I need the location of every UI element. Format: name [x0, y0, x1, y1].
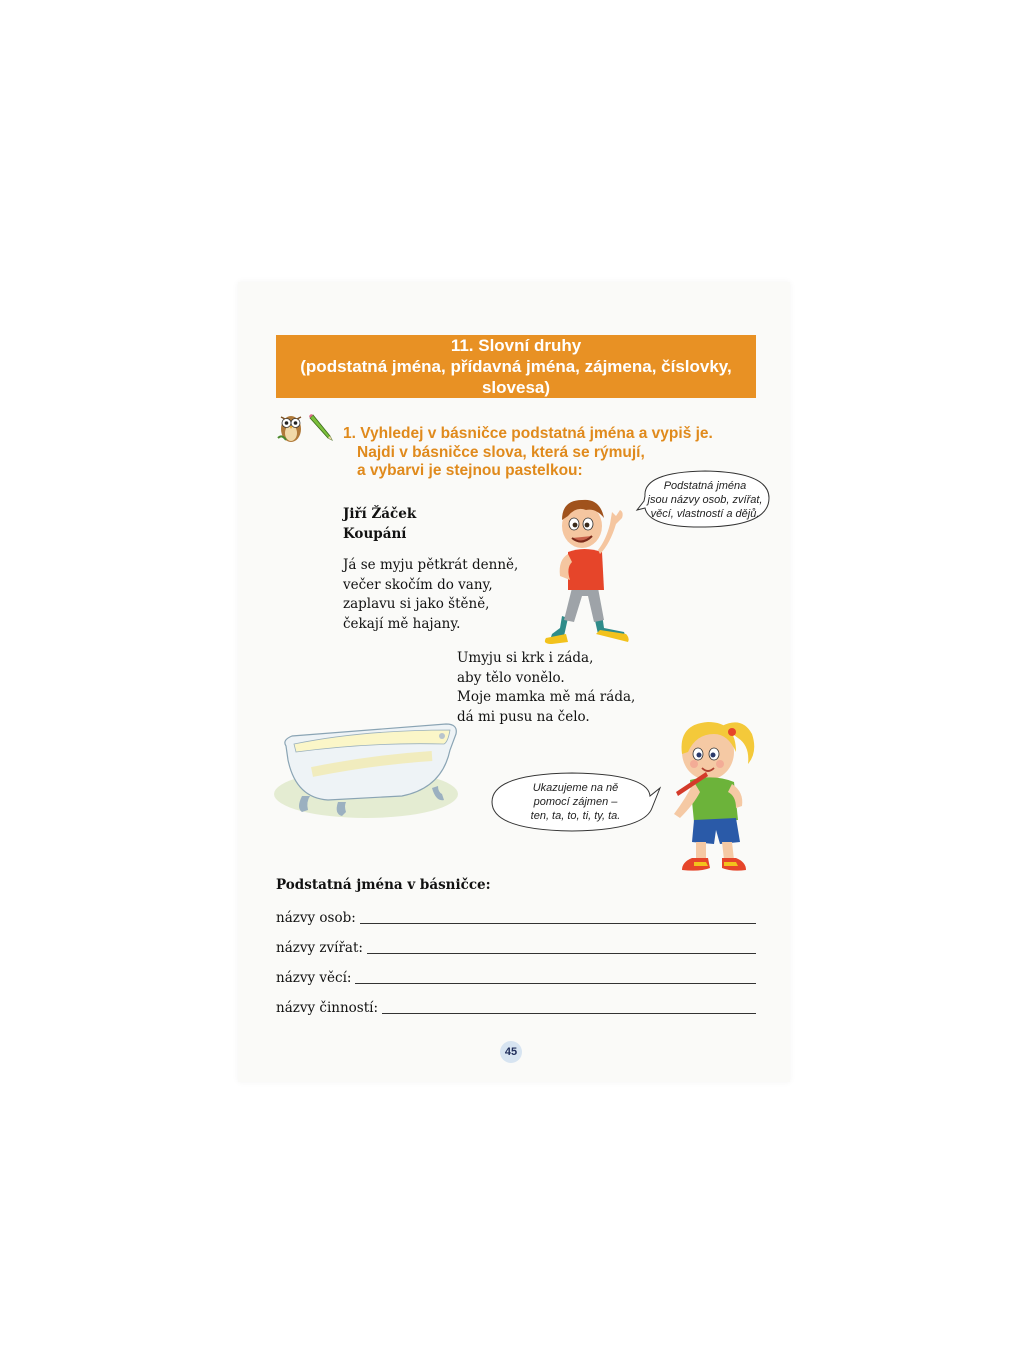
answer-row-persons[interactable]	[276, 906, 756, 926]
poem-line: dá mi pusu na čelo.	[457, 708, 590, 725]
bathtub-illustration	[272, 712, 468, 824]
poem-stanza-2	[457, 649, 635, 727]
chapter-subtitle: (podstatná jména, přídavná jména, zájmena, číslovky, slovesa)	[300, 357, 732, 397]
answer-line[interactable]	[367, 952, 756, 954]
poem-line: aby tělo vonělo.	[457, 669, 565, 686]
answer-label: názvy osob:	[276, 910, 356, 926]
poem-line: zaplavu si jako štěně,	[343, 596, 490, 612]
bubble-line: ten, ta, to, ti, ty, ta.	[530, 810, 621, 822]
task-line-1: 1. Vyhledej v básničce podstatná jména a vypiš je.	[343, 425, 713, 442]
boy-illustration	[538, 488, 638, 648]
pencil-icon	[309, 414, 332, 440]
bubble-line: pomocí zájmen –	[533, 796, 618, 808]
girl-illustration	[666, 712, 762, 884]
boy-speech-bubble	[635, 468, 775, 532]
answer-label: názvy zvířat:	[276, 940, 363, 956]
bubble-line: věcí, vlastností a dějů.	[650, 508, 760, 520]
answer-row-things[interactable]	[276, 966, 756, 986]
task-icons	[276, 410, 338, 444]
poem-line: Já se myju pětkrát denně,	[343, 557, 519, 573]
poem-line: čekají mě hajany.	[343, 615, 461, 632]
poem-line: večer skočím do vany,	[343, 576, 493, 593]
poem-line: Moje mamka mě má ráda,	[457, 689, 636, 705]
answer-row-activities[interactable]	[276, 996, 756, 1016]
owl-icon	[278, 416, 301, 442]
girl-speech-bubble	[488, 770, 663, 834]
poem-line: Umyju si krk i záda,	[457, 650, 594, 666]
answer-label: názvy činností:	[276, 1000, 379, 1016]
chapter-title: 11. Slovní druhy	[450, 336, 582, 355]
bubble-line: Podstatná jména	[663, 480, 747, 492]
poem-stanza-1	[343, 556, 518, 634]
bubble-line: Ukazujeme na ně	[532, 782, 619, 794]
answer-line[interactable]	[382, 1012, 756, 1014]
poem-title: Koupání	[343, 526, 407, 542]
task-line-3: a vybarvi je stejnou pastelkou:	[357, 462, 583, 479]
exercise-title: Podstatná jména v básničce:	[276, 877, 491, 893]
answer-line[interactable]	[355, 982, 756, 984]
page-number: 45	[500, 1041, 522, 1063]
bubble-line: jsou názvy osob, zvířat,	[647, 494, 763, 506]
answer-row-animals[interactable]	[276, 936, 756, 956]
task-line-2: Najdi v básničce slova, která se rýmují,	[357, 443, 645, 461]
answer-label: názvy věcí:	[276, 970, 352, 986]
chapter-header	[276, 335, 756, 398]
answer-line[interactable]	[360, 922, 756, 924]
poem-author: Jiří Žáček	[343, 506, 417, 522]
